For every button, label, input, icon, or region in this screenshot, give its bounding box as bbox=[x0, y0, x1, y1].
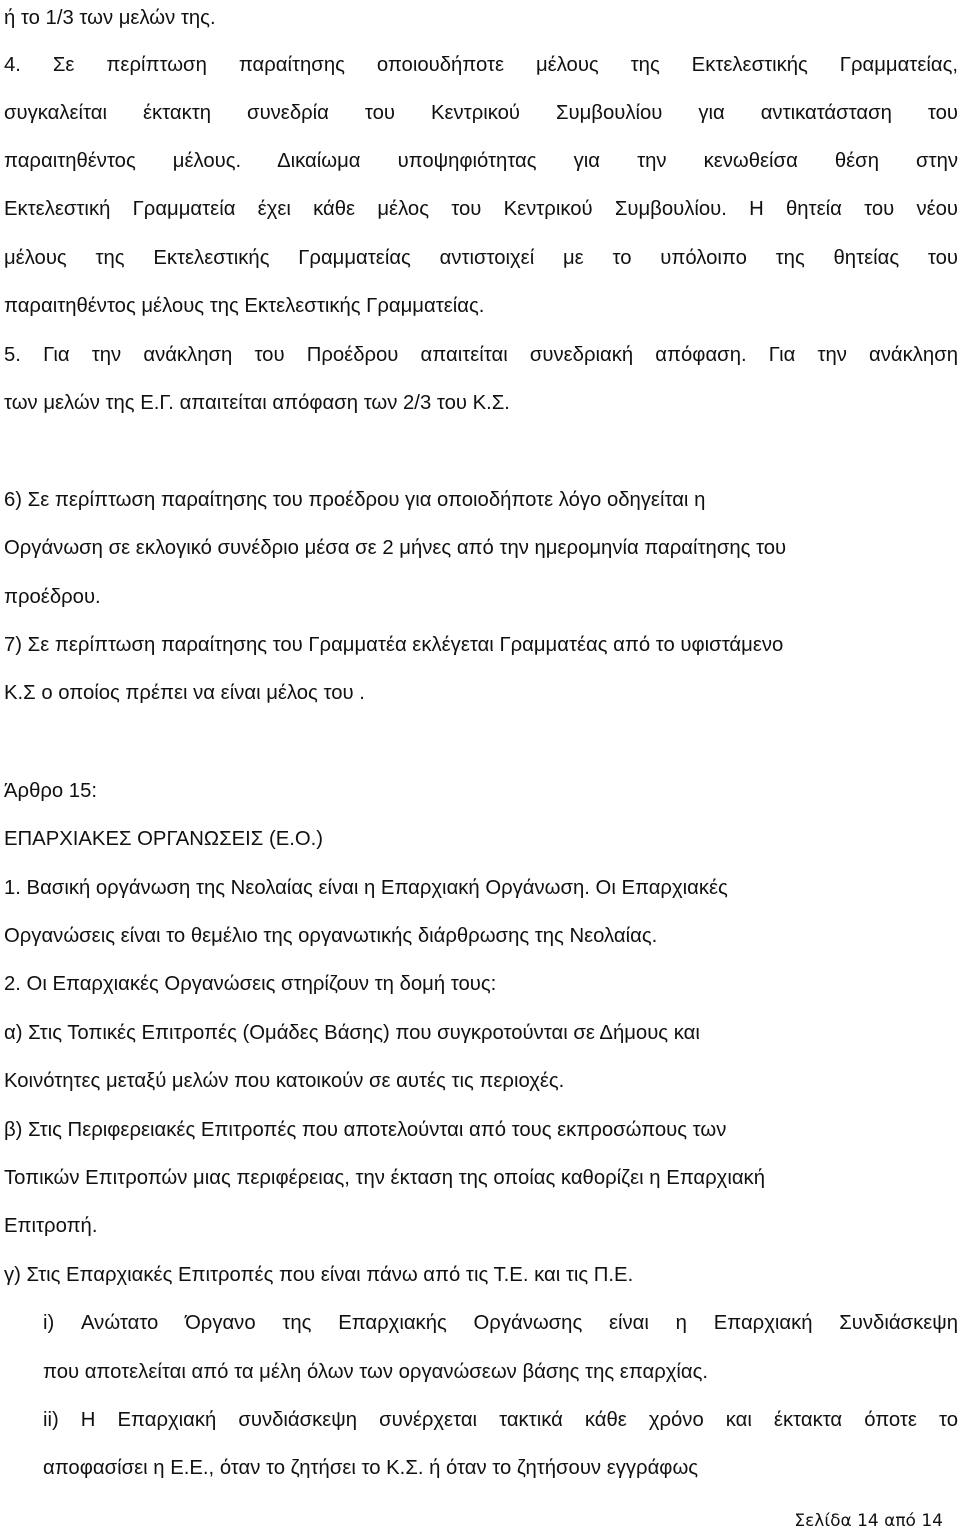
text-line: Οργανώσεις είναι το θεμέλιο της οργανωτικής διάρθρωσης της Νεολαίας. bbox=[4, 925, 658, 947]
text-line: 6) Σε περίπτωση παραίτησης του προέδρου για οποιοδήποτε λόγο οδηγείται η bbox=[4, 489, 706, 511]
text-line: Εκτελεστική Γραμματεία έχει κάθε μέλος του Κεντρικού Συμβουλίου. Η θητεία του νέου bbox=[4, 198, 958, 220]
text-line: παραιτηθέντος μέλους της Εκτελεστικής Γραμματείας. bbox=[4, 295, 485, 317]
text-line: Κοινότητες μεταξύ μελών που κατοικούν σε αυτές τις περιοχές. bbox=[4, 1070, 565, 1092]
text-line: 1. Βασική οργάνωση της Νεολαίας είναι η Επαρχιακή Οργάνωση. Οι Επαρχιακές bbox=[4, 877, 728, 899]
text-line: i) Ανώτατο Όργανο της Επαρχιακής Οργάνωσης είναι η Επαρχιακή Συνδιάσκεψη bbox=[43, 1312, 958, 1334]
text-line: συγκαλείται έκτακτη συνεδρία του Κεντρικού Συμβουλίου για αντικατάσταση του bbox=[4, 102, 958, 124]
text-line: γ) Στις Επαρχιακές Επιτροπές που είναι πάνω από τις Τ.Ε. και τις Π.Ε. bbox=[4, 1264, 634, 1286]
text-line: Τοπικών Επιτροπών μιας περιφέρειας, την έκταση της οποίας καθορίζει η Επαρχιακή bbox=[4, 1167, 765, 1189]
text-line: α) Στις Τοπικές Επιτροπές (Ομάδες Βάσης) που συγκροτούνται σε Δήμους και bbox=[4, 1022, 700, 1044]
text-line: μέλους της Εκτελεστικής Γραμματείας αντιστοιχεί με το υπόλοιπο της θητείας του bbox=[4, 247, 958, 269]
text-line: παραιτηθέντος μέλους. Δικαίωμα υποψηφιότητας για την κενωθείσα θέση στην bbox=[4, 150, 958, 172]
text-line: των μελών της Ε.Γ. απαιτείται απόφαση των 2/3 του Κ.Σ. bbox=[4, 392, 510, 414]
text-line: β) Στις Περιφερειακές Επιτροπές που αποτελούνται από τους εκπροσώπους των bbox=[4, 1119, 727, 1141]
section-heading: ΕΠΑΡΧΙΑΚΕΣ ΟΡΓΑΝΩΣΕΙΣ (Ε.Ο.) bbox=[4, 828, 324, 850]
text-line: Κ.Σ ο οποίος πρέπει να είναι μέλος του . bbox=[4, 682, 365, 704]
page-number: Σελίδα 14 από 14 bbox=[794, 1511, 943, 1531]
article-heading: Άρθρο 15: bbox=[4, 780, 97, 802]
text-line: Οργάνωση σε εκλογικό συνέδριο μέσα σε 2 μήνες από την ημερομηνία παραίτησης του bbox=[4, 537, 787, 559]
text-line: 4. Σε περίπτωση παραίτησης οποιουδήποτε μέλους της Εκτελεστικής Γραμματείας, bbox=[4, 54, 958, 76]
text-line: αποφασίσει η Ε.Ε., όταν το ζητήσει το Κ.Σ. ή όταν το ζητήσουν εγγράφως bbox=[43, 1457, 699, 1479]
text-line: ή το 1/3 των μελών της. bbox=[4, 7, 216, 29]
text-line: Επιτροπή. bbox=[4, 1215, 98, 1237]
text-line: που αποτελείται από τα μέλη όλων των οργανώσεων βάσης της επαρχίας. bbox=[43, 1361, 709, 1383]
text-line: 2. Οι Επαρχιακές Οργανώσεις στηρίζουν τη δομή τους: bbox=[4, 973, 497, 995]
text-line: 5. Για την ανάκληση του Προέδρου απαιτείται συνεδριακή απόφαση. Για την ανάκληση bbox=[4, 344, 958, 366]
text-line: προέδρου. bbox=[4, 586, 101, 608]
text-line: 7) Σε περίπτωση παραίτησης του Γραμματέα εκλέγεται Γραμματέας από το υφιστάμενο bbox=[4, 634, 784, 656]
text-line: ii) Η Επαρχιακή συνδιάσκεψη συνέρχεται τακτικά κάθε χρόνο και έκτακτα όποτε το bbox=[43, 1409, 958, 1431]
